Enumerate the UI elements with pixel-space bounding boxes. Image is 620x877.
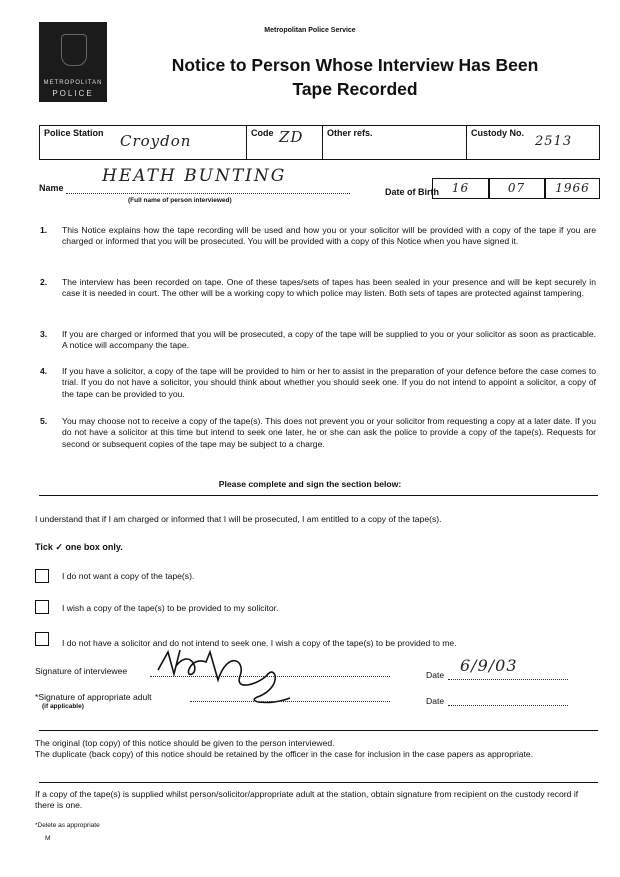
option-label-no-copy: I do not want a copy of the tape(s). [62, 571, 195, 581]
section-heading: Please complete and sign the section below: [218, 479, 402, 489]
option-checkbox-to-me[interactable] [35, 632, 49, 646]
signature-scribble [150, 640, 310, 710]
original-note: The original (top copy) of this notice should be given to the person interviewed. [35, 738, 335, 748]
dob-day: 16 [451, 181, 470, 195]
police-station-label: Police Station [44, 128, 104, 138]
asterisk-note: *Delete as appropriate [35, 822, 100, 829]
footer-rule [39, 730, 598, 731]
form-code: M [45, 835, 51, 842]
title-line-2: Tape Recorded [292, 79, 418, 99]
paragraph-text: You may choose not to receive a copy of the tape(s). This does not prevent you or your solicitor from requesting a copy at a later date. If you do not have a solicitor at this time but intend to seek one later, he or she can ask the police to provide a copy of the tape(s). Requests for second or subsequent copies of the tape may be subject to a charge. [62, 416, 596, 449]
dob-month: 07 [507, 181, 526, 195]
duplicate-note: The duplicate (back copy) of this notice should be retained by the officer in the case for inclusion in the case papers as appropriate. [35, 749, 534, 760]
signature-adult-label: *Signature of appropriate adult [35, 692, 152, 702]
paragraph-text: If you are charged or informed that you will be prosecuted, a copy of the tape will be supplied to you or your solicitor as soon as practicable. A notice will accompany the tape. [62, 329, 596, 351]
custody-value: 2513 [535, 134, 573, 149]
option-label-solicitor: I wish a copy of the tape(s) to be provided to my solicitor. [62, 603, 279, 613]
code-value: ZD [279, 128, 304, 146]
signature-adult-line[interactable] [190, 701, 390, 702]
if-applicable-note: (if applicable) [42, 703, 84, 710]
dob-box [432, 178, 600, 199]
dob-label: Date of Birth [385, 187, 439, 197]
name-caption: (Full name of person interviewed) [128, 197, 232, 204]
document-title [130, 53, 580, 101]
date-label: Date [426, 670, 445, 680]
option-label-to-me: I do not have a solicitor and do not intend to seek one. I wish a copy of the tape(s) to be provided to me. [62, 638, 457, 648]
option-checkbox-solicitor[interactable] [35, 600, 49, 614]
paragraph-number: 4. [40, 366, 48, 376]
date-line[interactable] [448, 679, 568, 680]
supplied-note: If a copy of the tape(s) is supplied whilst person/solicitor/appropriate adult at the station, obtain signature from recipient on the custody record if there is one. [35, 789, 579, 811]
logo-text-top: METROPOLITAN [43, 80, 103, 86]
service-name: Metropolitan Police Service [264, 27, 356, 34]
other-refs-label: Other refs. [327, 128, 373, 138]
date2-label: Date [426, 696, 445, 706]
code-cell [246, 126, 322, 159]
name-value: HEATH BUNTING [102, 166, 287, 186]
footer-rule [39, 782, 598, 783]
code-label: Code [251, 128, 274, 138]
custody-label: Custody No. [471, 128, 524, 138]
paragraph-number: 5. [40, 416, 48, 426]
footer-notes [35, 738, 595, 761]
police-station-value: Croydon [120, 132, 192, 150]
name-underline [66, 193, 350, 194]
section-top-rule [39, 495, 598, 496]
paragraph-text: If you have a solicitor, a copy of the tape will be provided to him or her to assist in the preparation of your defence before the case comes to trial. If you do not have a solicitor, you should think about whether you should seek one. If you do not intend to appoint a solicitor, a copy of the tape can be provided to you. [62, 366, 596, 399]
logo-text-bottom: POLICE [52, 89, 94, 98]
entitlement-statement: I understand that if I am charged or informed that I will be prosecuted, I am entitled to a copy of the tape(s). [35, 514, 442, 524]
dob-year: 1966 [555, 181, 590, 195]
date-value: 6/9/03 [460, 656, 518, 675]
paragraph-text: The interview has been recorded on tape. One of these tapes/sets of tapes has been sealed in your presence and will be kept securely in case it is needed in court. The other will be a working copy to which police may listen. Both sets of tapes are protected against tampering. [62, 277, 596, 299]
police-station-cell [40, 126, 246, 159]
paragraph-2 [40, 277, 596, 300]
details-box [39, 125, 600, 160]
paragraph-number: 2. [40, 277, 48, 287]
option-checkbox-no-copy[interactable] [35, 569, 49, 583]
title-line-1: Notice to Person Whose Interview Has Been [171, 55, 539, 75]
date2-line[interactable] [448, 705, 568, 706]
custody-cell [466, 126, 599, 159]
paragraph-5 [40, 416, 596, 450]
police-logo [39, 22, 107, 102]
other-refs-cell [322, 126, 466, 159]
paragraph-4 [40, 366, 596, 400]
tick-instruction: Tick ✓ one box only. [35, 542, 123, 552]
signature-interviewee-label: Signature of interviewee [35, 666, 128, 676]
paragraph-text: This Notice explains how the tape recording will be used and how you or your solicitor will be provided with a copy of the tape if you are charged or informed that you will be prosecuted. You will be provided with a copy of this Notice when you have signed it. [62, 225, 596, 247]
paragraph-3 [40, 329, 596, 352]
paragraph-number: 3. [40, 329, 48, 339]
crest-icon [61, 34, 87, 66]
name-label: Name [39, 183, 64, 193]
paragraph-number: 1. [40, 225, 48, 235]
paragraph-1 [40, 225, 596, 248]
